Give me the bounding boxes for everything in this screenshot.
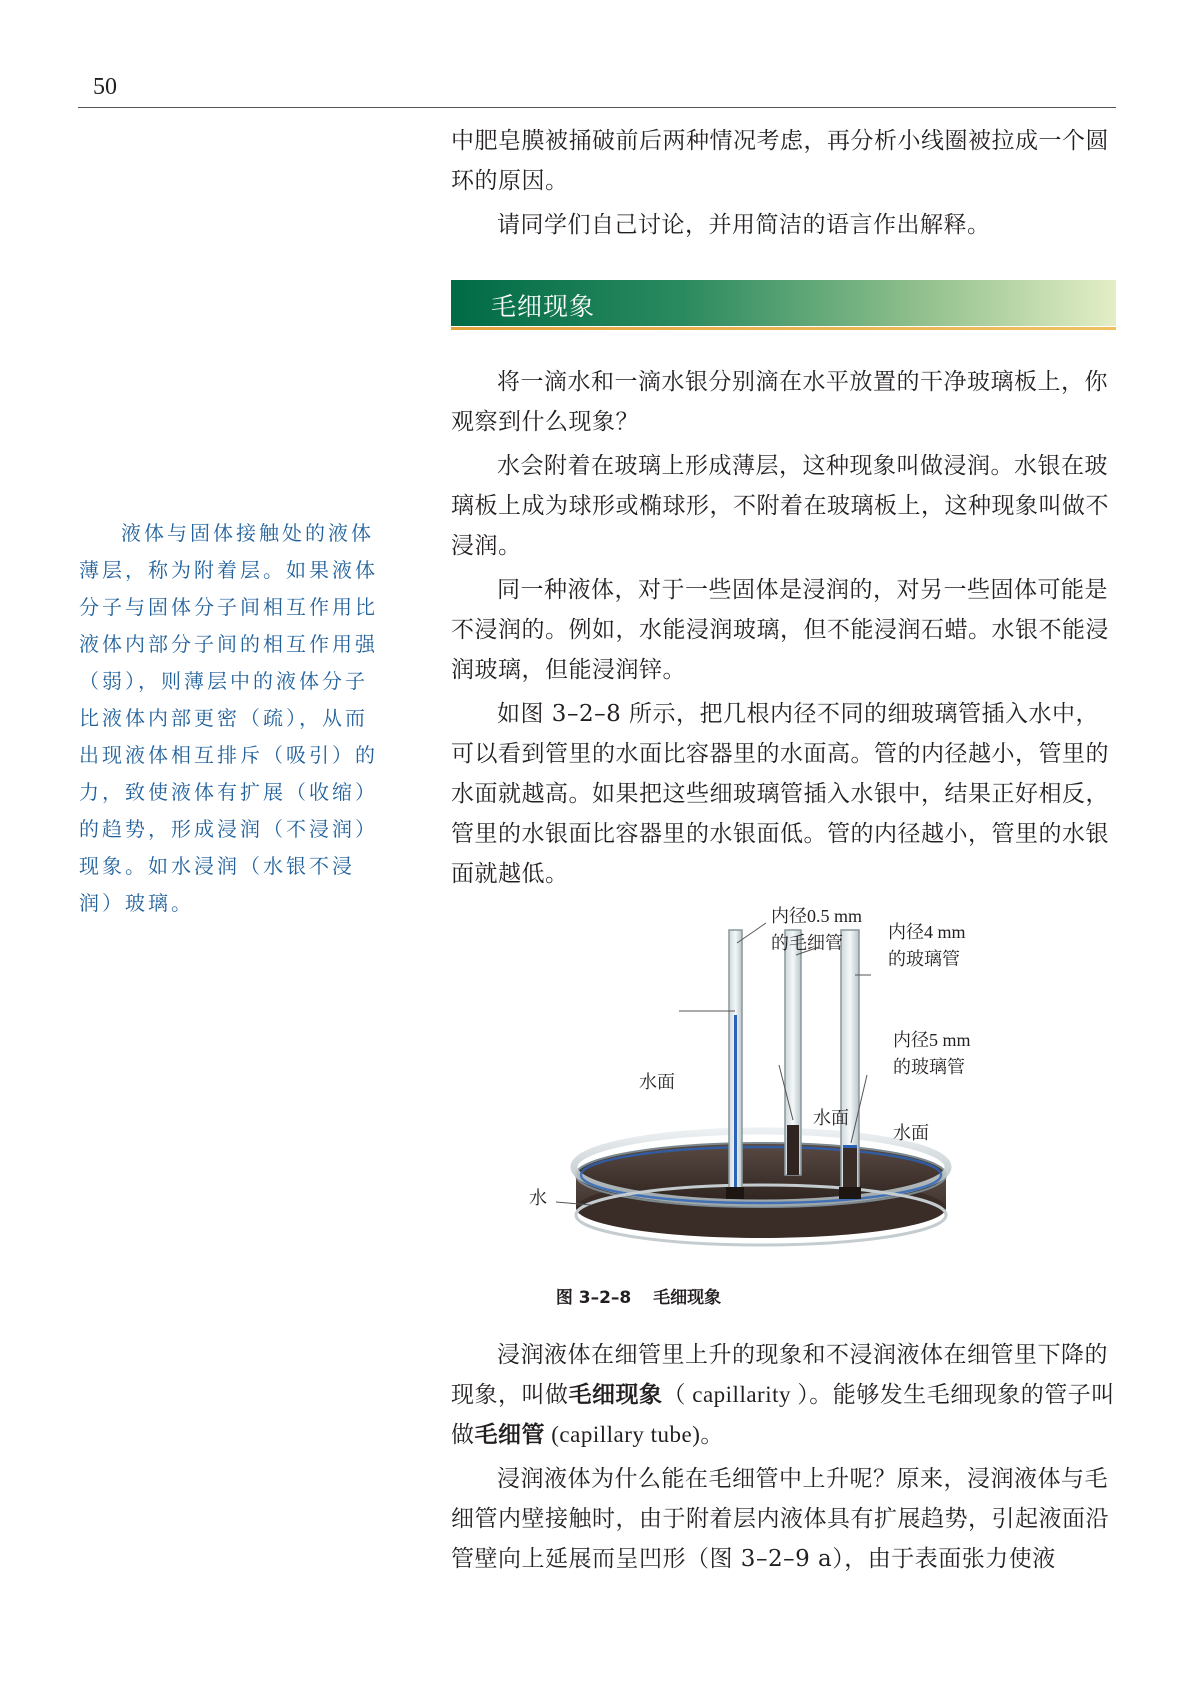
- paragraph: 将一滴水和一滴水银分别滴在水平放置的干净玻璃板上，你观察到什么现象？: [451, 369, 1108, 435]
- top-text: [451, 121, 1116, 245]
- lower-text: [451, 1335, 1116, 1579]
- paragraph: 请同学们自己讨论，并用简洁的语言作出解释。: [497, 212, 991, 238]
- side-note: [79, 515, 387, 922]
- paragraph: 同一种液体，对于一些固体是浸润的，对另一些固体可能是不浸润的。例如，水能浸润玻璃，但不能浸润石蜡。水银不能浸润玻璃，但能浸润锌。: [451, 577, 1109, 683]
- label-tube-0-5mm: 内径0.5 mm 的毛细管: [771, 906, 863, 953]
- term-capillarity: 毛细现象: [568, 1382, 663, 1408]
- page-number: 50: [93, 74, 117, 100]
- caption-title: 毛细现象: [653, 1288, 722, 1308]
- paragraph: 如图 3–2–8 所示，把几根内径不同的细玻璃管插入水中，可以看到管里的水面比容器里的水面高。管的内径越小，管里的水面就越高。如果把这些细玻璃管插入水银中，结果正好相反，管里的水银面比容器里的水银面低。管的内径越小，管里的水银面就越低。: [451, 701, 1109, 887]
- label-water-surface: 水面: [813, 1108, 849, 1128]
- body-text: [451, 362, 1116, 894]
- side-note-text: 液体与固体接触处的液体薄层，称为附着层。如果液体分子与固体分子间相互作用比液体内部分子间的相互作用强（弱），则薄层中的液体分子比液体内部更密（疏），从而出现液体相互排斥（吸引）的力，致使液体有扩展（收缩）的趋势，形成浸润（不浸润）现象。如水浸润（水银不浸润）玻璃。: [79, 521, 378, 915]
- figure-caption: [0, 1283, 1191, 1308]
- paragraph: 浸润液体在细管里上升的现象和不浸润液体在细管里下降的现象，叫做毛细现象（ capillarity ）。能够发生毛细现象的管子叫做毛细管 (capillary tube)。: [451, 1342, 1115, 1448]
- section-header: [451, 280, 1116, 326]
- label-water-surface: 水面: [893, 1123, 929, 1143]
- label-tube-4mm: 内径4 mm 的玻璃管: [888, 922, 966, 969]
- caption-number: 图 3–2–8: [555, 1288, 632, 1308]
- term-capillary-tube: 毛细管: [474, 1422, 545, 1448]
- label-tube-5mm: 内径5 mm 的玻璃管: [893, 1030, 971, 1077]
- paragraph: 浸润液体为什么能在毛细管中上升呢？原来，浸润液体与毛细管内壁接触时，由于附着层内液体具有扩展趋势，引起液面沿管壁向上延展而呈凹形（图 3–2–9 a），由于表面张力使液: [451, 1466, 1109, 1572]
- label-water: 水: [529, 1188, 547, 1208]
- header-rule: [78, 107, 1116, 108]
- paragraph: 中肥皂膜被捅破前后两种情况考虑，再分析小线圈被拉成一个圆环的原因。: [451, 128, 1109, 194]
- paragraph: 水会附着在玻璃上形成薄层，这种现象叫做浸润。水银在玻璃板上成为球形或椭球形，不附着在玻璃板上，这种现象叫做不浸润。: [451, 453, 1109, 559]
- capillary-figure: [511, 906, 1011, 1275]
- section-title: 毛细现象: [491, 292, 596, 321]
- label-water-surface: 水面: [639, 1072, 675, 1092]
- section-underline: [451, 327, 1116, 330]
